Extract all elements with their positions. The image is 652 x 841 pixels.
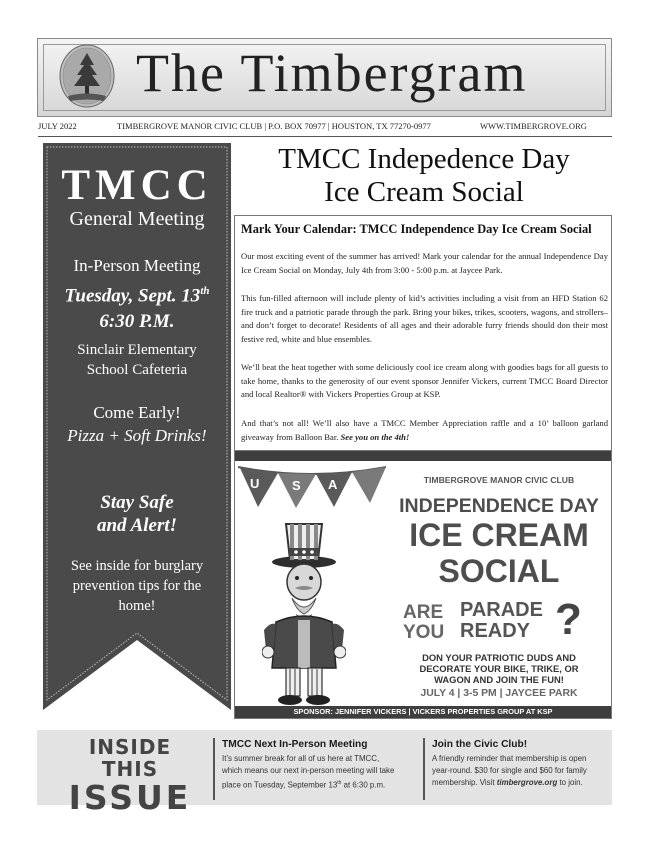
poster-top-bar bbox=[235, 451, 611, 461]
meeting-format: In-Person Meeting bbox=[73, 256, 201, 275]
meeting-date-suffix: th bbox=[200, 285, 210, 297]
website-link[interactable]: WWW.TIMBERGROVE.ORG bbox=[480, 121, 587, 131]
inside-title-line-2: ISSUE bbox=[68, 778, 192, 817]
bunting-letter-s: S bbox=[292, 478, 301, 493]
banner-title: TMCC bbox=[61, 162, 213, 209]
masthead bbox=[37, 38, 612, 117]
article-paragraph-3: We’ll beat the heat together with some deliciously cool ice cream along with goodies bags for all guests to take home, thanks to the generosity of our event sponsor Jennifer Vickers, current TMCC Board Director and local Realtor® with Vickers Properties Group at KSP. bbox=[241, 362, 608, 400]
tips-line-2: prevention tips for the bbox=[72, 578, 202, 594]
poster-line-3: SOCIAL bbox=[438, 553, 560, 589]
inside-title-line-1: INSIDE THIS bbox=[88, 735, 172, 781]
inside-this-issue-title bbox=[60, 736, 200, 816]
join-text-line-3b: to join. bbox=[557, 778, 583, 787]
newsletter-title: The Timbergram bbox=[136, 43, 528, 103]
bunting-letter-a: A bbox=[328, 477, 338, 492]
meeting-text-line-2: which means our next in-person meeting will take bbox=[222, 766, 395, 775]
divider bbox=[38, 136, 612, 137]
poster-ready: READY bbox=[460, 620, 531, 642]
poster-when: JULY 4 | 3-5 PM | JAYCEE PARK bbox=[420, 688, 578, 699]
tips-line-1: See inside for burglary bbox=[70, 558, 204, 574]
article-title-line-1: TMCC Indepedence Day bbox=[278, 143, 570, 175]
poster-you: YOU bbox=[403, 622, 445, 643]
meeting-date bbox=[43, 279, 231, 308]
poster-cta-3: WAGON AND JOIN THE FUN! bbox=[434, 674, 564, 685]
section-divider bbox=[423, 738, 425, 800]
article-paragraph-4 bbox=[241, 417, 608, 444]
meeting-text bbox=[222, 753, 417, 792]
join-text bbox=[432, 753, 610, 789]
come-early: Come Early! bbox=[93, 403, 181, 422]
uncle-sam-illustration-icon bbox=[262, 518, 346, 706]
meeting-time: 6:30 P.M. bbox=[99, 311, 175, 332]
join-text-line-1: A friendly reminder that membership is open bbox=[432, 754, 587, 763]
info-bar bbox=[38, 121, 612, 135]
safety-line-2: and Alert! bbox=[96, 515, 178, 536]
safety-line-1: Stay Safe bbox=[100, 492, 174, 513]
tips-line-3: home! bbox=[118, 598, 156, 614]
meeting-text-line-3 bbox=[222, 777, 417, 792]
meeting-text-sup: th bbox=[337, 780, 342, 786]
poster-org: TIMBERGROVE MANOR CIVIC CLUB bbox=[423, 475, 575, 485]
poster-line-2: ICE CREAM bbox=[409, 517, 589, 553]
meeting-date-text: Tuesday, Sept. 13 bbox=[64, 285, 201, 307]
meeting-banner bbox=[43, 143, 231, 710]
tree-logo-icon bbox=[58, 43, 116, 109]
venue-line-1: Sinclair Elementary bbox=[77, 342, 197, 358]
article-paragraph-4-text: And that’s not all! We’ll also have a TMCC Member Appreciation raffle and a 10’ balloon garland giveaway from Balloon Bar. bbox=[241, 418, 608, 442]
join-link[interactable]: timbergrove.org bbox=[496, 778, 558, 787]
poster-line-1: INDEPENDENCE DAY bbox=[399, 495, 599, 517]
article-paragraph-4-closing: See you on the 4th! bbox=[340, 431, 410, 442]
poster-cta-2: DECORATE YOUR BIKE, TRIKE, OR bbox=[419, 663, 579, 674]
poster-question-mark: ? bbox=[555, 595, 582, 644]
meeting-text-line-1: It’s summer break for all of us here at TMCC, bbox=[222, 754, 380, 763]
article-paragraph-2: This fun-filled afternoon will include plenty of kid’s activities including a visit from an HFD Station 62 fire truck and a patriotic parade through the park. Bring your bikes, trikes, scooters, wagons, and strollers–and don’t forget to decorate! Residents of all ages and their adorable furry friends should don their most festive red, white and blue ensembles. bbox=[241, 293, 608, 344]
meeting-heading: TMCC Next In-Person Meeting bbox=[222, 739, 368, 750]
article-subheading: Mark Your Calendar: TMCC Independence Day Ice Cream Social bbox=[241, 222, 592, 236]
issue-date: JULY 2022 bbox=[38, 121, 77, 131]
join-text-line-2: year-round. $30 for single and $60 for family bbox=[432, 766, 587, 775]
banner-subtitle: General Meeting bbox=[69, 208, 205, 230]
meeting-text-line-3b: at 6:30 p.m. bbox=[341, 780, 386, 790]
join-text-line-3 bbox=[432, 777, 610, 789]
article-paragraph-1: Our most exciting event of the summer has arrived! Mark your calendar for the annual Independence Day Ice Cream Social on Monday, July 4th from 3:00 - 5:00 p.m. at Jaycee Park. bbox=[241, 251, 608, 275]
join-text-line-3a: membership. Visit bbox=[432, 778, 497, 787]
bunting-letter-u: U bbox=[250, 476, 260, 491]
join-heading: Join the Civic Club! bbox=[432, 739, 528, 750]
sponsor-bar: SPONSOR: JENNIFER VICKERS | VICKERS PROPERTIES GROUP AT KSP bbox=[235, 706, 611, 718]
venue-line-2: School Cafeteria bbox=[86, 362, 188, 378]
food-note: Pizza + Soft Drinks! bbox=[67, 426, 207, 445]
poster-are: ARE bbox=[403, 602, 444, 623]
article-title-line-2: Ice Cream Social bbox=[324, 176, 524, 208]
article-title bbox=[238, 143, 610, 209]
org-address: TIMBERGROVE MANOR CIVIC CLUB | P.O. BOX 70977 | HOUSTON, TX 77270-0977 bbox=[117, 121, 431, 131]
meeting-text-line-3a: place on Tuesday, September 13 bbox=[222, 780, 338, 790]
poster-parade: PARADE bbox=[460, 599, 543, 621]
poster-cta-1: DON YOUR PATRIOTIC DUDS AND bbox=[422, 652, 576, 663]
section-divider bbox=[213, 738, 215, 800]
